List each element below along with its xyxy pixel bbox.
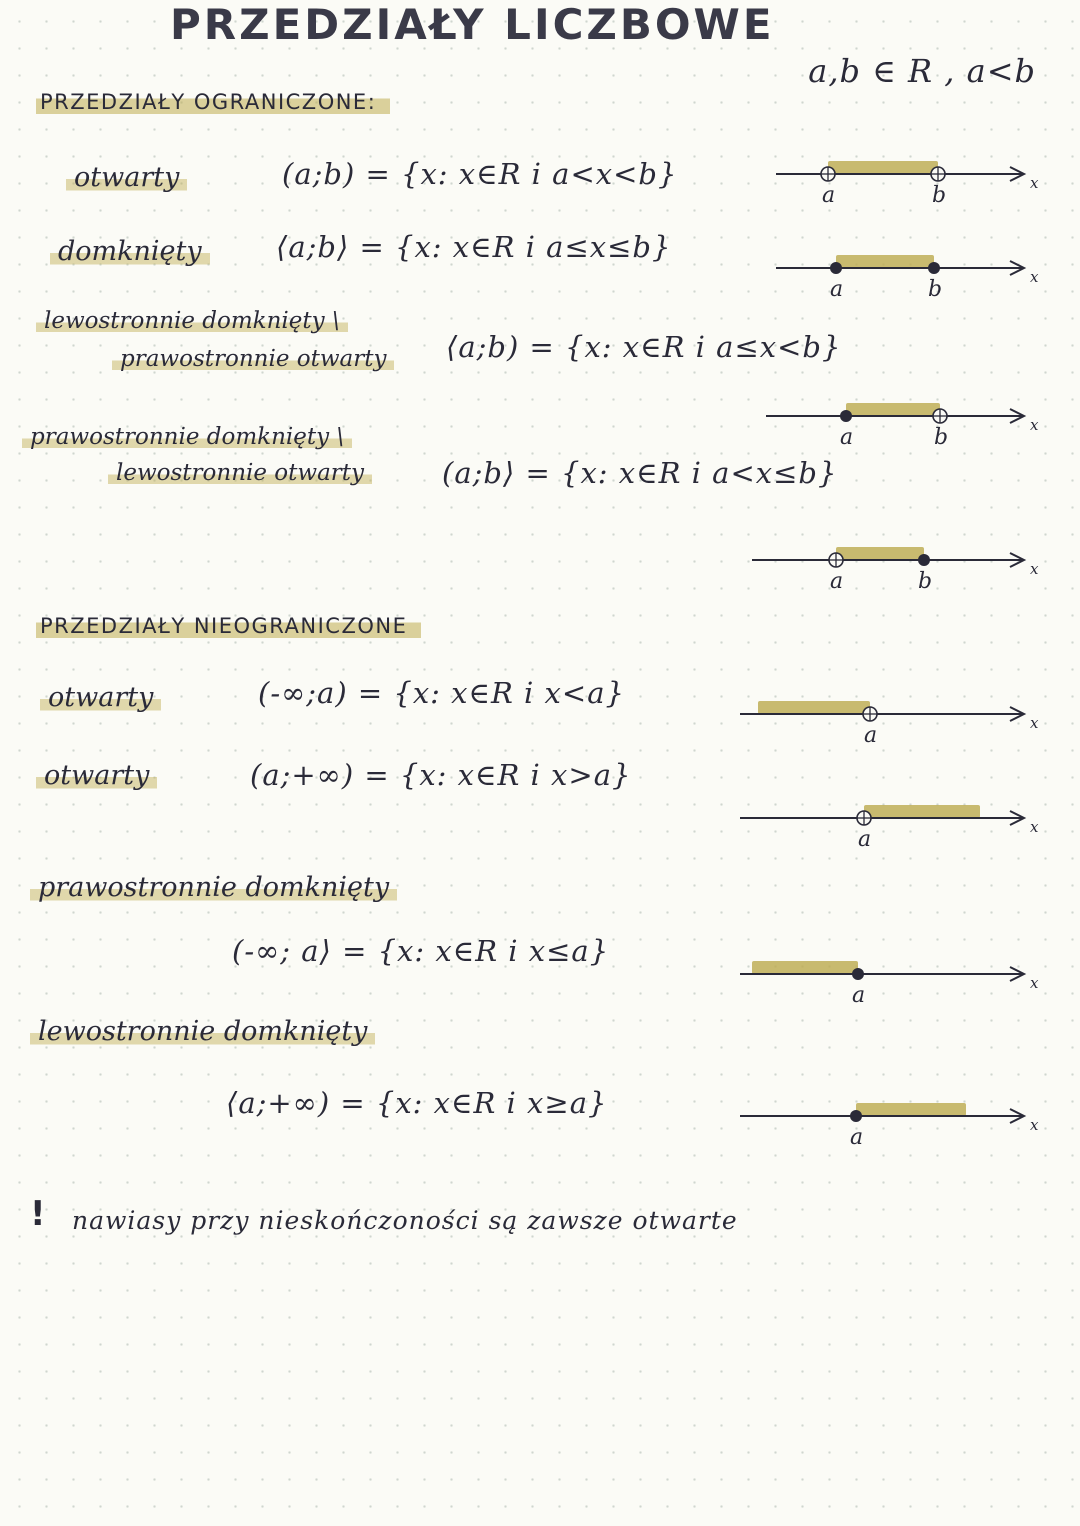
section-heading-bounded: PRZEDZIAŁY OGRANICZONE:	[36, 88, 390, 116]
warning-mark: !	[30, 1194, 46, 1234]
endpoint-label-a: a	[822, 183, 836, 208]
axis-x-label: x	[1030, 974, 1039, 992]
axis-x-label: x	[1030, 416, 1039, 434]
endpoint-label-b: b	[928, 277, 943, 302]
axis-x-label: x	[1030, 268, 1039, 286]
endpoint-label-b: b	[934, 425, 949, 450]
formula-left-closed: ⟨a;b) = {x: x∈R i a≤x<b}	[446, 330, 842, 364]
endpoint-label-a: a	[852, 983, 866, 1008]
formula-unbounded-left-closed: ⟨a;+∞) = {x: x∈R i x≥a}	[226, 1086, 608, 1120]
number-line-unbounded-closed-right	[740, 1092, 1046, 1162]
closed-endpoint	[830, 262, 842, 274]
number-line-unbounded-closed-left	[740, 950, 1046, 1020]
number-line-right-closed	[752, 536, 1046, 606]
closed-endpoint	[928, 262, 940, 274]
endpoint-label-a: a	[830, 569, 844, 594]
axis-x-label: x	[1030, 174, 1039, 192]
formula-unbounded-right-closed: (-∞; a⟩ = {x: x∈R i x≤a}	[232, 934, 610, 968]
label-open: otwarty	[66, 162, 187, 193]
interval-highlight	[758, 701, 870, 714]
endpoint-label-b: b	[918, 569, 933, 594]
endpoint-label-a: a	[864, 723, 878, 748]
interval-highlight	[836, 255, 934, 268]
number-line-open	[776, 150, 1046, 220]
axis-x-label: x	[1030, 714, 1039, 732]
interval-highlight	[836, 547, 924, 560]
label-unbounded-open-1: otwarty	[40, 682, 161, 713]
endpoint-label-a: a	[850, 1125, 864, 1150]
interval-highlight	[828, 161, 938, 174]
formula-closed: ⟨a;b⟩ = {x: x∈R i a≤x≤b}	[276, 230, 672, 264]
number-line-closed	[776, 244, 1046, 314]
number-line-left-closed	[766, 392, 1046, 462]
interval-highlight	[846, 403, 940, 416]
number-line-unbounded-open-left	[740, 690, 1046, 760]
interval-highlight	[856, 1103, 966, 1116]
note-text: nawiasy przy nieskończoności są zawsze otwarte	[72, 1206, 738, 1235]
label-unbounded-left-closed: lewostronnie domknięty	[30, 1016, 375, 1047]
endpoint-label-a: a	[840, 425, 854, 450]
label-left-closed-line2: prawostronnie otwarty	[112, 346, 394, 372]
closed-endpoint	[840, 410, 852, 422]
page-title: PRZEDZIAŁY LICZBOWE	[170, 0, 775, 49]
axis-x-label: x	[1030, 818, 1039, 836]
label-left-closed-line1: lewostronnie domknięty \	[36, 308, 348, 334]
axis-x-label: x	[1030, 560, 1039, 578]
label-closed: domknięty	[50, 236, 210, 267]
label-right-closed-line2: lewostronnie otwarty	[108, 460, 372, 486]
formula-open: (a;b) = {x: x∈R i a<x<b}	[282, 157, 678, 191]
axis-x-label: x	[1030, 1116, 1039, 1134]
given-condition: a,b ∈ R , a<b	[808, 52, 1036, 90]
closed-endpoint	[852, 968, 864, 980]
formula-unbounded-open-1: (-∞;a) = {x: x∈R i x<a}	[258, 676, 625, 710]
label-unbounded-right-closed: prawostronnie domknięty	[30, 872, 397, 903]
label-right-closed-line1: prawostronnie domknięty \	[22, 424, 352, 450]
endpoint-label-a: a	[830, 277, 844, 302]
formula-unbounded-open-2: (a;+∞) = {x: x∈R i x>a}	[250, 758, 632, 792]
formula-right-closed: (a;b⟩ = {x: x∈R i a<x≤b}	[442, 456, 838, 490]
interval-highlight	[752, 961, 858, 974]
label-unbounded-open-2: otwarty	[36, 760, 157, 791]
closed-endpoint	[918, 554, 930, 566]
closed-endpoint	[850, 1110, 862, 1122]
endpoint-label-a: a	[858, 827, 872, 852]
section-heading-unbounded: PRZEDZIAŁY NIEOGRANICZONE	[36, 612, 421, 640]
number-line-unbounded-open-right	[740, 794, 1046, 864]
endpoint-label-b: b	[932, 183, 947, 208]
interval-highlight	[864, 805, 980, 818]
